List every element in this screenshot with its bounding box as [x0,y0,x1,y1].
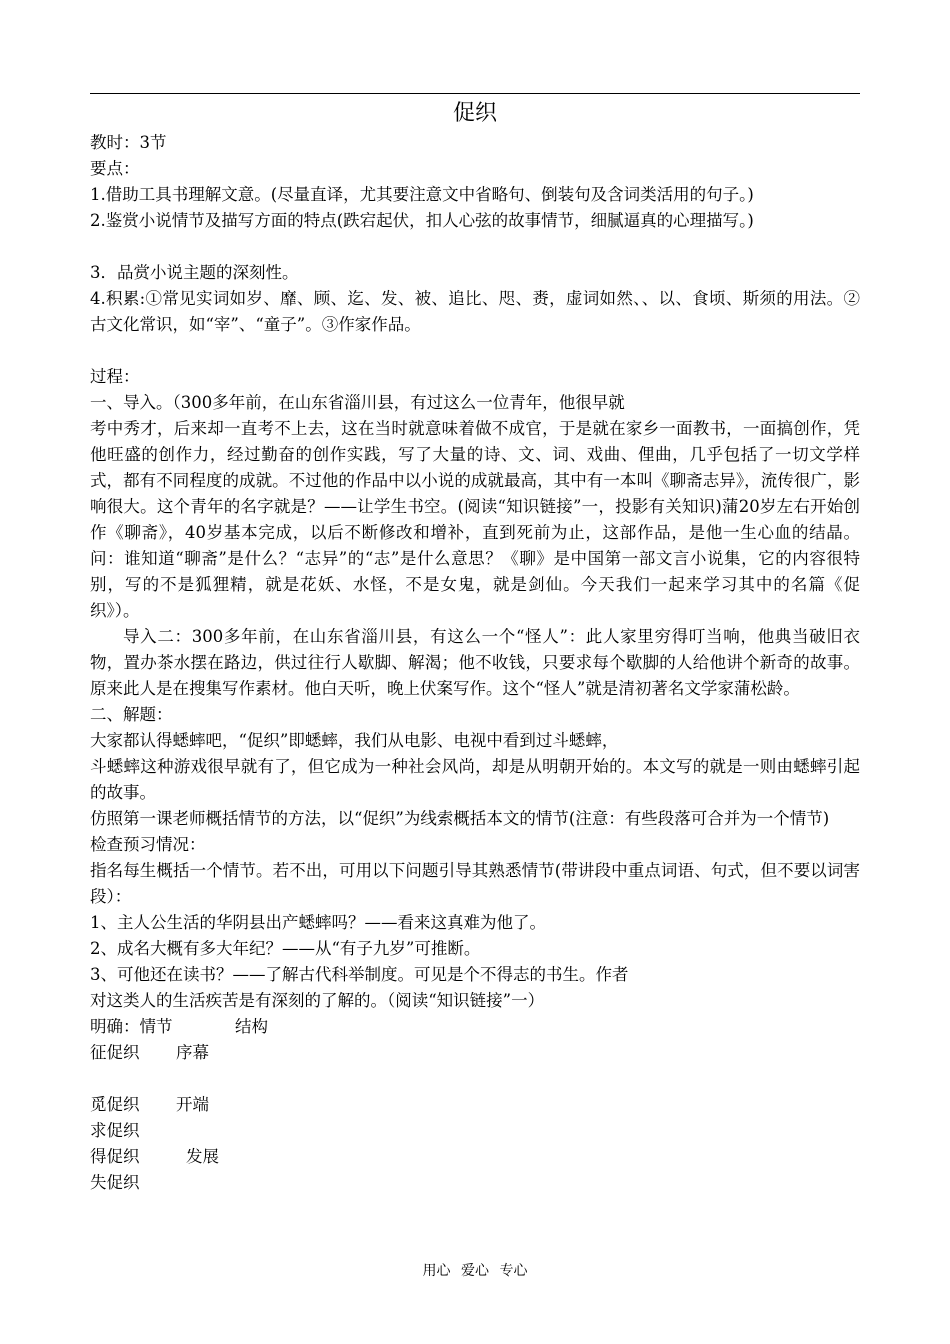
spacer [90,338,860,364]
preview-check-label: 检查预习情况： [90,835,206,854]
key-point-1: 1.借助工具书理解文意。(尽量直译，尤其要注意文中省略句、倒装句及含词类活用的句子。) [90,185,754,204]
question-tail: 对这类人的生活疾苦是有深刻的了解的。（阅读“知识链接”一） [90,991,545,1010]
structure-cell: 发展 [186,1147,219,1166]
key-point-3: 3．品赏小说主题的深刻性。 [90,263,299,282]
plot-row [90,1040,860,1066]
process-label: 过程： [90,367,140,386]
section-two-paragraph: 斗蟋蟀这种游戏很早就有了，但它成为一种社会风尚，却是从明朝开始的。本文写的就是一则由蟋蟀引起的故事。 [90,757,860,802]
plot-cell: 征促织 [90,1043,140,1062]
plot-cell: 觅促织 [90,1095,140,1114]
class-hours: 教时：3节 [90,133,167,152]
spacer [90,1066,860,1092]
page-footer: 用心 爱心 专心 [422,1263,528,1279]
question-item: 1、主人公生活的华阴县出产蟋蟀吗？——看来这真难为他了。 [90,913,546,932]
plot-cell: 失促织 [90,1173,140,1192]
section-two-heading: 二、解题： [90,705,173,724]
structure-cell: 开端 [176,1095,209,1114]
intro-body: 考中秀才，后来却一直考不上去，这在当时就意味着做不成官，于是就在家乡一面教书，一面搞创作，凭他旺盛的创作力，经过勤奋的创作实践，写了大量的诗、文、词、戏曲、俚曲，几乎包括了一切文学样式，都有不同程度的成就。不过他的作品中以小说的成就最高，其中有一本叫《聊斋志异》，流传很广，影响很大。这个青年的名字就是？——让学生书空。(阅读“知识链接”一，投影有关知识)蒲20岁左右开始创作《聊斋》，40岁基本完成，以后不断修改和增补，直到死前为止，这部作品，是他一生心血的结晶。问：谁知道“聊斋”是什么？“志异”的“志”是什么意思？《聊》是中国第一部文言小说集，它的内容很特别，写的不是狐狸精，就是花妖、水怪，不是女鬼，就是剑仙。今天我们一起来学习其中的名篇《促织》）。 [90,419,860,620]
spacer [90,234,860,260]
structure-label: 结构 [235,1017,268,1036]
question-item: 2、成名大概有多大年纪？——从“有子九岁”可推断。 [90,939,481,958]
document-body [90,130,860,1196]
page-title: 促织 [452,101,497,126]
clarify-label: 明确：情节 [90,1017,173,1036]
key-points-label: 要点： [90,159,140,178]
intro-heading: 一、导入。（300多年前，在山东省淄川县，有过这么一位青年，他很早就 [90,393,625,412]
plot-row [90,1144,860,1170]
header-rule [90,93,860,94]
intro-two: 导入二：300多年前，在山东省淄川县，有这么一个“怪人”：此人家里穷得叮当响，他典当破旧衣物，置办茶水摆在路边，供过往行人歇脚、解渴；他不收钱，只要求每个歇脚的人给他讲个新奇的故事。原来此人是在搜集写作素材。他白天听，晚上伏案写作。这个“怪人”就是清初著名文学家蒲松龄。 [90,627,860,698]
plot-row [90,1170,860,1196]
plot-row [90,1118,860,1144]
section-two-paragraph: 仿照第一课老师概括情节的方法，以“促织”为线索概括本文的情节(注意：有些段落可合并为一个情节) [90,809,830,828]
key-point-4: 4.积累:①常见实词如岁、靡、顾、迄、发、被、追比、咫、赉，虚词如然、、以、食顷、斯须的用法。②古文化常识，如“宰”、“童子”。③作家作品。 [90,289,860,334]
preview-check-body: 指名每生概括一个情节。若不出，可用以下问题引导其熟悉情节(带讲段中重点词语、句式，但不要以词害段）： [90,861,860,906]
plot-row [90,1092,860,1118]
clarify-header [90,1014,860,1040]
key-point-2: 2.鉴赏小说情节及描写方面的特点(跌宕起伏，扣人心弦的故事情节，细腻逼真的心理描写。) [90,211,754,230]
structure-cell: 序幕 [176,1043,209,1062]
section-two-paragraph: 大家都认得蟋蟀吧，“促织”即蟋蟀，我们从电影、电视中看到过斗蟋蟀， [90,731,619,750]
question-item: 3、可他还在读书？——了解古代科举制度。可见是个不得志的书生。作者 [90,965,629,984]
plot-cell: 得促织 [90,1147,140,1166]
plot-cell: 求促织 [90,1121,140,1140]
